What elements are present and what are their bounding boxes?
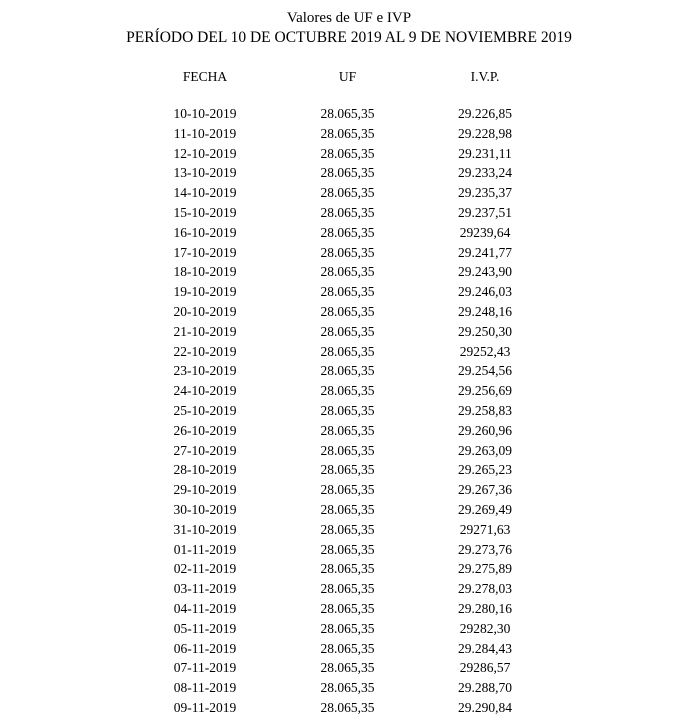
fecha-cell: 17-10-2019 [173,244,237,260]
uf-cell: 28.065,35 [320,561,375,577]
ivp-cell: 29.228,98 [458,125,512,141]
uf-cell: 28.065,35 [320,501,375,517]
ivp-cell: 29282,30 [459,620,511,636]
fecha-cell: 03-11-2019 [173,581,237,597]
uf-cell: 28.065,35 [320,699,375,715]
ivp-cell: 29.267,36 [458,482,512,498]
table-row [130,302,555,322]
fecha-cell: 10-10-2019 [173,106,237,121]
fecha-cell: 31-10-2019 [173,521,237,537]
uf-cell: 28.065,35 [320,600,375,616]
ivp-cell: 29252,43 [459,343,511,359]
ivp-cell: 29286,57 [459,660,511,676]
ivp-cell: 29.233,24 [458,165,512,181]
table-row [130,599,555,619]
ivp-cell: 29.280,16 [458,600,512,616]
table-row [130,322,555,342]
table-row [130,639,555,659]
ivp-cell: 29.275,89 [458,561,512,577]
table-row [130,441,555,461]
table-row [130,421,555,441]
uf-cell: 28.065,35 [320,165,375,181]
fecha-cell: 23-10-2019 [173,363,237,379]
uf-cell: 28.065,35 [320,204,375,220]
fecha-cell: 29-10-2019 [173,482,237,498]
fecha-cell: 08-11-2019 [173,680,237,696]
table-row [130,619,555,639]
ivp-cell: 29.246,03 [458,284,512,300]
uf-ivp-values-table [130,69,555,718]
uf-cell: 28.065,35 [320,462,375,478]
table-row [130,163,555,183]
table-row [130,381,555,401]
column-header-ivp: I.V.P. [470,69,500,84]
fecha-cell: 19-10-2019 [173,284,237,300]
fecha-cell: 01-11-2019 [173,541,237,557]
uf-cell: 28.065,35 [320,363,375,379]
uf-cell: 28.065,35 [320,482,375,498]
ivp-cell: 29.241,77 [458,244,512,260]
ivp-cell: 29.243,90 [458,264,512,280]
fecha-cell: 28-10-2019 [173,462,237,478]
uf-cell: 28.065,35 [320,660,375,676]
uf-cell: 28.065,35 [320,145,375,161]
uf-cell: 28.065,35 [320,264,375,280]
table-row [130,342,555,362]
ivp-cell: 29.248,16 [458,303,512,319]
fecha-cell: 07-11-2019 [173,660,237,676]
ivp-cell: 29.263,09 [458,442,512,458]
table-row [130,203,555,223]
table-row [130,183,555,203]
table-row [130,579,555,599]
ivp-cell: 29.288,70 [458,680,512,696]
ivp-cell: 29.254,56 [458,363,512,379]
table-row [130,480,555,500]
fecha-cell: 18-10-2019 [173,264,237,280]
uf-cell: 28.065,35 [320,620,375,636]
table-row [130,243,555,263]
ivp-cell: 29.235,37 [458,185,512,201]
document-subtitle: PERÍODO DEL 10 DE OCTUBRE 2019 AL 9 DE NOVIEMBRE 2019 [126,29,572,46]
fecha-cell: 11-10-2019 [173,125,237,141]
ivp-cell: 29.278,03 [458,581,512,597]
table-header-row [130,69,555,104]
uf-cell: 28.065,35 [320,521,375,537]
ivp-cell: 29271,63 [459,521,511,537]
table-row [130,559,555,579]
table-row [130,460,555,480]
table-row [130,520,555,540]
column-header-fecha: FECHA [182,69,228,84]
ivp-cell: 29.258,83 [458,402,512,418]
table-row [130,223,555,243]
fecha-cell: 04-11-2019 [173,600,237,616]
fecha-cell: 16-10-2019 [173,224,237,240]
ivp-cell: 29.256,69 [458,383,512,399]
fecha-cell: 20-10-2019 [173,303,237,319]
table-row [130,361,555,381]
table-body [130,104,555,718]
fecha-cell: 27-10-2019 [173,442,237,458]
ivp-cell: 29.250,30 [458,323,512,339]
ivp-cell: 29.237,51 [458,204,512,220]
table-row [130,678,555,698]
table-row [130,262,555,282]
document-title: Valores de UF e IVP [286,10,412,26]
table-row [130,500,555,520]
ivp-cell: 29.260,96 [458,422,512,438]
uf-cell: 28.065,35 [320,541,375,557]
ivp-cell: 29.290,84 [458,699,512,715]
ivp-cell: 29.273,76 [458,541,512,557]
uf-cell: 28.065,35 [320,442,375,458]
uf-cell: 28.065,35 [320,383,375,399]
fecha-cell: 21-10-2019 [173,323,237,339]
fecha-cell: 25-10-2019 [173,402,237,418]
ivp-cell: 29.231,11 [458,145,512,161]
table-row [130,282,555,302]
uf-cell: 28.065,35 [320,581,375,597]
fecha-cell: 13-10-2019 [173,165,237,181]
uf-cell: 28.065,35 [320,244,375,260]
table-row [130,401,555,421]
fecha-cell: 30-10-2019 [173,501,237,517]
ivp-cell: 29239,64 [459,224,511,240]
uf-cell: 28.065,35 [320,323,375,339]
fecha-cell: 06-11-2019 [173,640,237,656]
fecha-cell: 12-10-2019 [173,145,237,161]
uf-cell: 28.065,35 [320,680,375,696]
fecha-cell: 22-10-2019 [173,343,237,359]
uf-cell: 28.065,35 [320,343,375,359]
uf-cell: 28.065,35 [320,422,375,438]
uf-cell: 28.065,35 [320,125,375,141]
fecha-cell: 05-11-2019 [173,620,237,636]
fecha-cell: 24-10-2019 [173,383,237,399]
table-row [130,104,555,124]
table-row [130,124,555,144]
uf-cell: 28.065,35 [320,185,375,201]
ivp-cell: 29.269,49 [458,501,512,517]
column-header-uf: UF [338,69,357,84]
uf-cell: 28.065,35 [320,640,375,656]
fecha-cell: 15-10-2019 [173,204,237,220]
fecha-cell: 14-10-2019 [173,185,237,201]
ivp-cell: 29.226,85 [458,106,512,121]
uf-cell: 28.065,35 [320,106,375,121]
ivp-cell: 29.265,23 [458,462,512,478]
fecha-cell: 02-11-2019 [173,561,237,577]
uf-cell: 28.065,35 [320,224,375,240]
uf-cell: 28.065,35 [320,303,375,319]
fecha-cell: 26-10-2019 [173,422,237,438]
table-row [130,698,555,718]
table-row [130,144,555,164]
uf-cell: 28.065,35 [320,402,375,418]
fecha-cell: 09-11-2019 [173,699,237,715]
table-header [130,69,555,104]
table-row [130,658,555,678]
uf-cell: 28.065,35 [320,284,375,300]
table-row [130,540,555,560]
ivp-cell: 29.284,43 [458,640,512,656]
